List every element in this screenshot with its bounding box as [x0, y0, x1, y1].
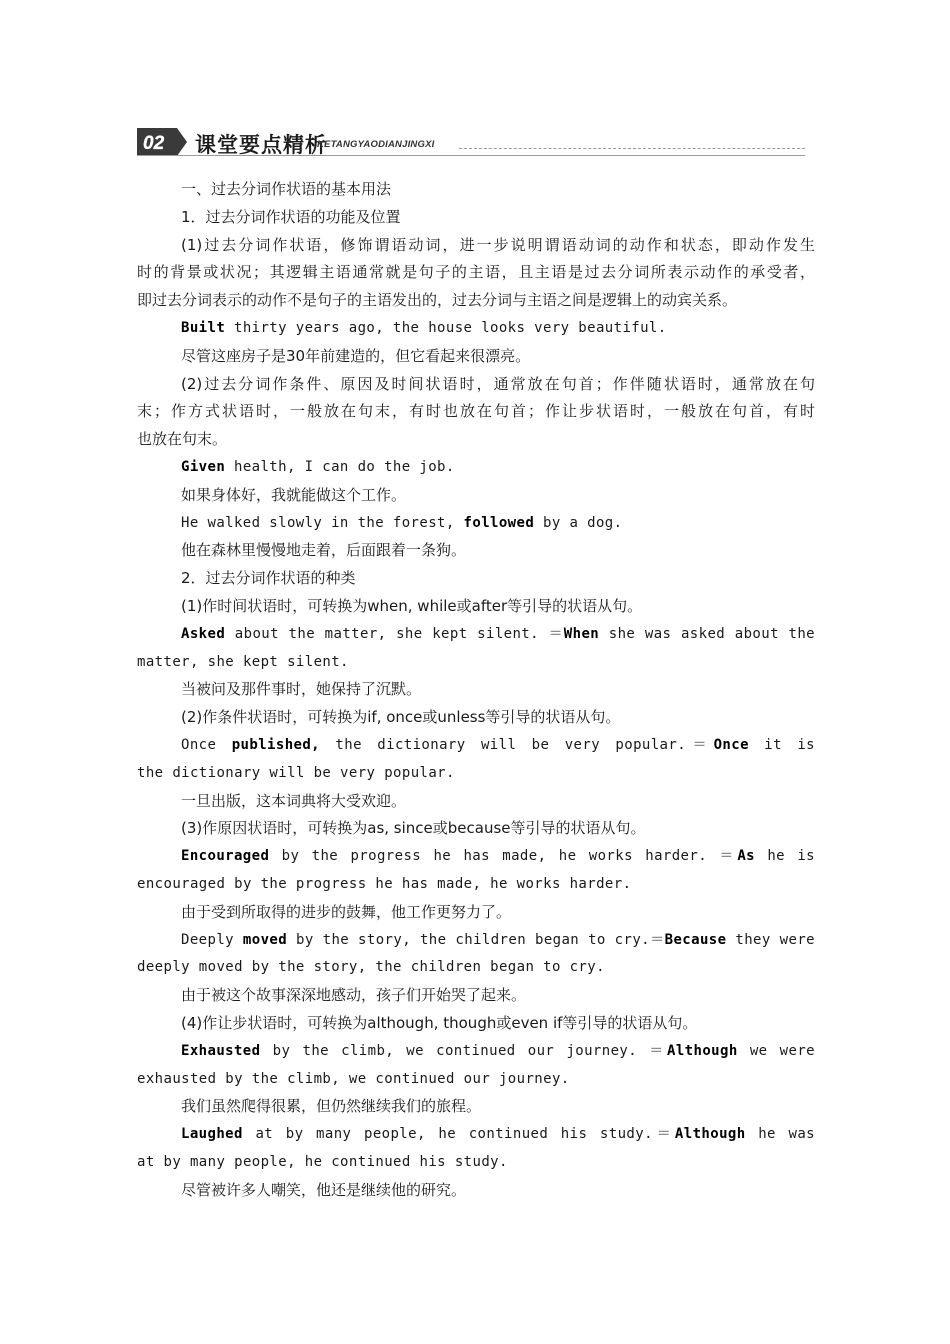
- highlight-word: Exhausted: [181, 1042, 261, 1059]
- example-sentence: Encouraged by the progress he has made, he works harder. ＝As he is: [181, 848, 815, 865]
- example-translation: 由于受到所取得的进步的鼓舞，他工作更努力了。: [181, 902, 512, 921]
- highlight-word: Although: [674, 1126, 746, 1143]
- highlight-word: When: [563, 625, 600, 642]
- example-sentence: Asked about the matter, she kept silent. ＝When she was asked about the: [181, 625, 815, 642]
- section-pinyin: KETANGYAODIANJINGXI: [317, 139, 435, 150]
- highlight-word: published,: [231, 736, 321, 753]
- paragraph-line: 时的背景或状况；其逻辑主语通常就是句子的主语，且主语是过去分词所表示动作的承受者，: [137, 263, 815, 282]
- example-translation: 尽管这座房子是30年前建造的，但它看起来很漂亮。: [181, 346, 531, 365]
- highlight-word: As: [737, 848, 755, 865]
- highlight-word: Built: [181, 319, 226, 336]
- example-sentence: Exhausted by the climb, we continued our journey. ＝Although we were: [181, 1042, 815, 1059]
- example-sentence-cont: matter, she kept silent.: [137, 653, 349, 670]
- paragraph-line: 即过去分词表示的动作不是句子的主语发出的，过去分词与主语之间是逻辑上的动宾关系。: [137, 291, 738, 310]
- highlight-word: Laughed: [181, 1126, 243, 1143]
- header-dashed-line: [459, 148, 805, 149]
- paragraph-line: 也放在句末。: [137, 430, 228, 449]
- highlight-word: Encouraged: [181, 848, 270, 865]
- paragraph-line: 末；作方式状语时，一般放在句末，有时也放在句首；作让步状语时，一般放在句首，有时: [137, 402, 815, 421]
- subsection-heading: 2．过去分词作状语的种类: [181, 569, 356, 588]
- example-translation: 当被问及那件事时，她保持了沉默。: [181, 680, 422, 699]
- example-sentence-cont: exhausted by the climb, we continued our journey.: [137, 1070, 570, 1087]
- example-sentence: Given health, I can do the job.: [181, 458, 455, 475]
- example-sentence: Laughed at by many people, he continued his study.＝Although he was: [181, 1126, 815, 1143]
- rule-item: (2)作条件状语时，可转换为if, once或unless等引导的状语从句。: [181, 708, 621, 727]
- example-translation: 尽管被许多人嘲笑，他还是继续他的研究。: [181, 1180, 467, 1199]
- section-number-badge: [137, 128, 187, 156]
- highlight-word: moved: [242, 931, 288, 948]
- highlight-word: Although: [667, 1042, 738, 1059]
- paragraph-line: (2)过去分词作条件、原因及时间状语时，通常放在句首；作伴随状语时，通常放在句: [181, 374, 815, 393]
- highlight-word: Once: [713, 736, 749, 753]
- paragraph-line: (1)过去分词作状语，修饰谓语动词，进一步说明谓语动词的动作和状态，即动作发生: [181, 235, 815, 254]
- example-translation: 一旦出版，这本词典将大受欢迎。: [181, 791, 407, 810]
- svg-text:02: 02: [143, 133, 165, 154]
- example-translation: 我们虽然爬得很累，但仍然继续我们的旅程。: [181, 1097, 482, 1116]
- example-sentence: Once published, the dictionary will be very popular.＝Once it is: [181, 736, 815, 753]
- example-translation: 如果身体好，我就能做这个工作。: [181, 485, 407, 504]
- example-sentence-cont: deeply moved by the story, the children began to cry.: [137, 959, 605, 976]
- rule-item: (4)作让步状语时，可转换为although, though或even if等引导的状语从句。: [181, 1013, 698, 1032]
- example-sentence-cont: encouraged by the progress he has made, he works harder.: [137, 875, 632, 892]
- highlight-word: followed: [463, 514, 535, 531]
- lesson-content: [137, 176, 815, 1204]
- example-translation: 他在森林里慢慢地走着，后面跟着一条狗。: [181, 541, 467, 560]
- example-sentence: He walked slowly in the forest, followed by a dog.: [181, 514, 623, 531]
- example-sentence: Deeply moved by the story, the children began to cry.＝Because they were: [181, 931, 815, 948]
- header-rule: [137, 155, 805, 156]
- rule-item: (3)作原因状语时，可转换为as, since或because等引导的状语从句。: [181, 819, 646, 838]
- highlight-word: Given: [181, 458, 226, 475]
- highlight-word: Asked: [181, 625, 226, 642]
- section-heading: 一、过去分词作状语的基本用法: [181, 180, 392, 198]
- example-translation: 由于被这个故事深深地感动，孩子们开始哭了起来。: [181, 986, 527, 1005]
- example-sentence-cont: at by many people, he continued his study.: [137, 1153, 508, 1170]
- section-header: [137, 128, 805, 158]
- subsection-heading: 1．过去分词作状语的功能及位置: [181, 207, 401, 226]
- example-sentence-cont: the dictionary will be very popular.: [137, 764, 455, 781]
- highlight-word: Because: [664, 931, 727, 948]
- rule-item: (1)作时间状语时，可转换为when, while或after等引导的状语从句。: [181, 596, 643, 615]
- example-sentence: Built thirty years ago, the house looks very beautiful.: [181, 319, 667, 336]
- section-title: 课堂要点精析: [195, 133, 327, 157]
